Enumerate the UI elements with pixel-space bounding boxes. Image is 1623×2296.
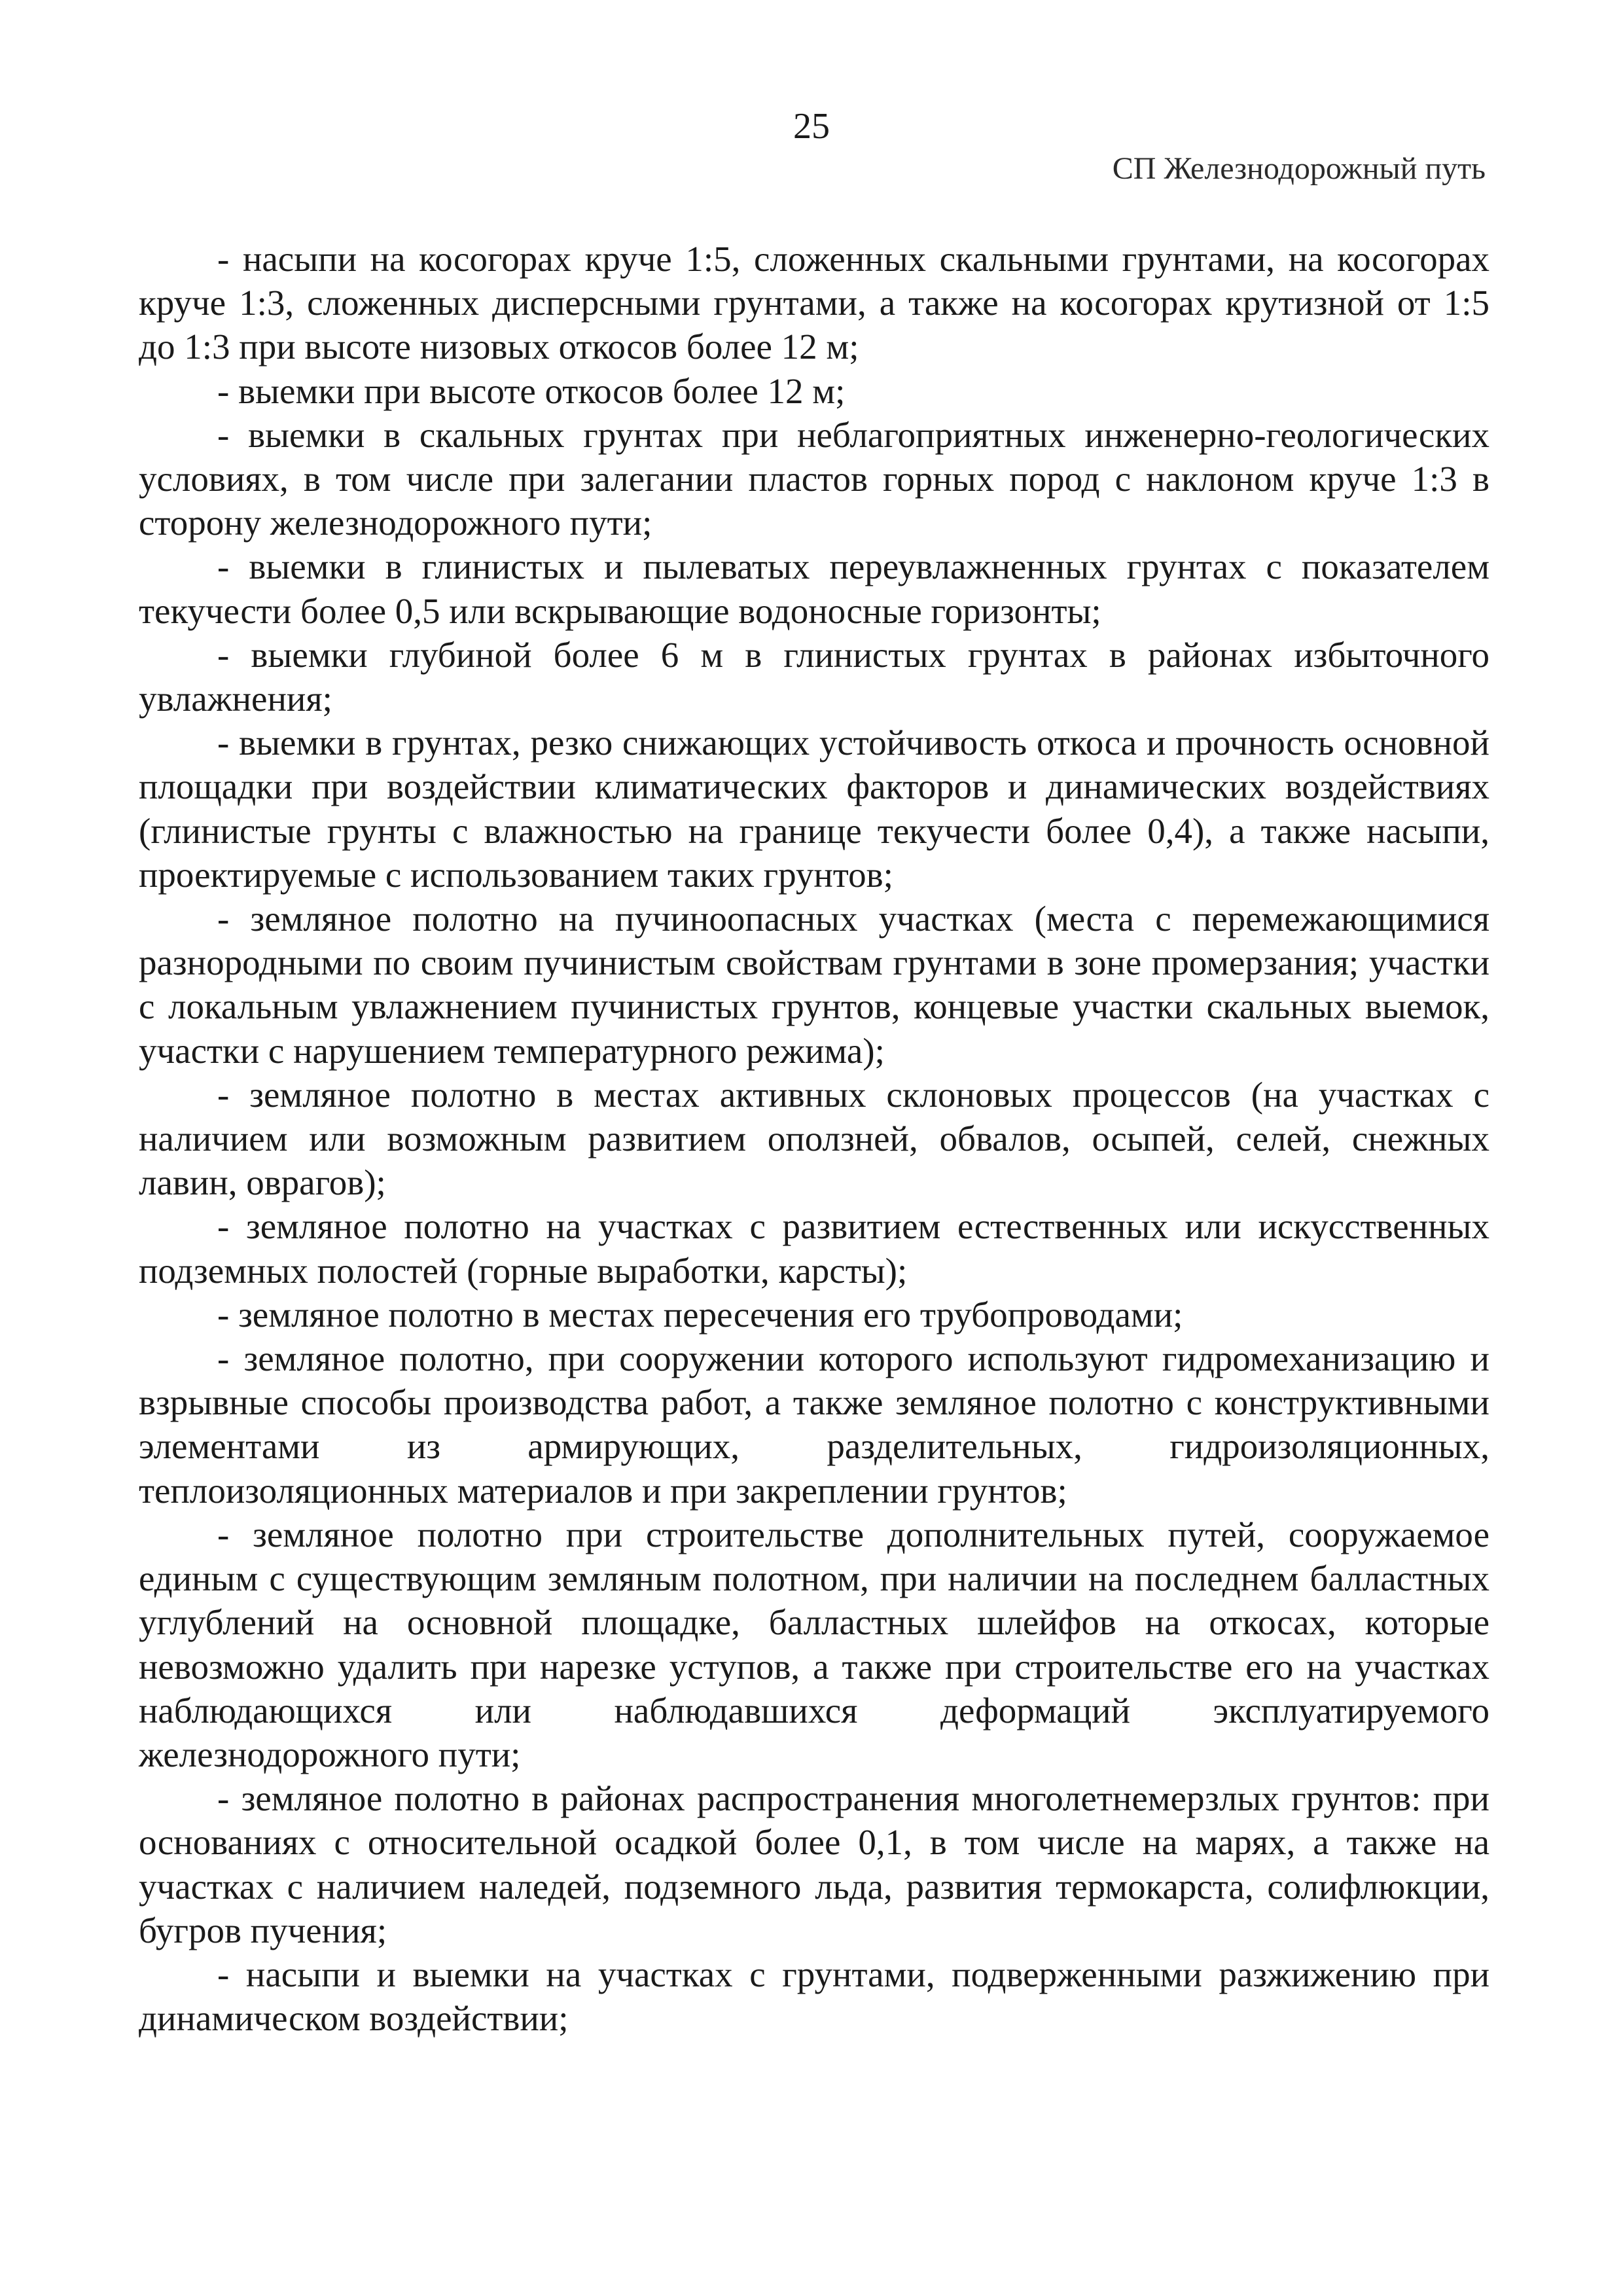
- list-item: - выемки в глинистых и пылеватых переувлажненных грунтах с показателем текучести более 0,5 или вскрывающие водоносные горизонты;: [139, 547, 1489, 631]
- list-item: - земляное полотно в местах активных склоновых процессов (на участках с наличием или возможным развитием оползней, обвалов, осыпей, селей, снежных лавин, оврагов);: [139, 1074, 1489, 1203]
- list-item: - земляное полотно на пучиноопасных участках (места с перемежающимися разнородными по своим пучинистым свойствам грунтами в зоне промерзания; участки с локальным увлажнением пучинистых грунтов, концевые участки скальных выемок, участки с нарушением температурного режима);: [139, 899, 1489, 1071]
- list-item: - земляное полотно в районах распространения многолетнемерзлых грунтов: при основаниях с относительной осадкой более 0,1, в том числе на марях, а также на участках с наличием наледей, подземного льда, развития термокарста, солифлюкции, бугров пучения;: [139, 1778, 1489, 1950]
- page-number: 25: [793, 106, 830, 147]
- list-item: - выемки в скальных грунтах при неблагоприятных инженерно-геологических условиях, в том числе при залегании пластов горных пород с наклоном круче 1:3 в сторону железнодорожного пути;: [139, 414, 1489, 543]
- list-item: - насыпи на косогорах круче 1:5, сложенных скальными грунтами, на косогорах круче 1:3, сложенных дисперсными грунтами, а также на косогорах крутизной от 1:5 до 1:3 при высоте низовых откосов более 12 м;: [139, 239, 1489, 367]
- running-header: СП Железнодорожный путь: [1112, 151, 1486, 186]
- list-item: - выемки при высоте откосов более 12 м;: [217, 370, 846, 411]
- list-item: - земляное полотно при строительстве дополнительных путей, сооружаемое единым с существующим земляным полотном, при наличии на последнем балластных углублений на основной площадке, балластных шлейфов на откосах, которые невозможно удалить при нарезке уступов, а также при строительстве его на участках наблюдающихся или наблюдавшихся деформаций эксплуатируемого железнодорожного пути;: [139, 1514, 1489, 1774]
- body-text: [139, 237, 1489, 2040]
- list-item: - земляное полотно, при сооружении которого используют гидромеханизацию и взрывные способы производства работ, а также земляное полотно с конструктивными элементами из армирующих, разделительных, гидроизоляционных, теплоизоляционных материалов и при закреплении грунтов;: [139, 1338, 1489, 1511]
- list-item: - насыпи и выемки на участках с грунтами, подверженными разжижению при динамическом воздействии;: [139, 1954, 1489, 2039]
- list-item: - выемки глубиной более 6 м в глинистых грунтах в районах избыточного увлажнения;: [139, 634, 1489, 719]
- list-item: - земляное полотно в местах пересечения его трубопроводами;: [217, 1294, 1183, 1335]
- list-item: - земляное полотно на участках с развитием естественных или искусственных подземных полостей (горные выработки, карсты);: [139, 1206, 1489, 1291]
- list-item: - выемки в грунтах, резко снижающих устойчивость откоса и прочность основной площадки при воздействии климатических факторов и динамических воздействиях (глинистые грунты с влажностью на границе текучести более 0,4), а также насыпи, проектируемые с использованием таких грунтов;: [139, 723, 1489, 895]
